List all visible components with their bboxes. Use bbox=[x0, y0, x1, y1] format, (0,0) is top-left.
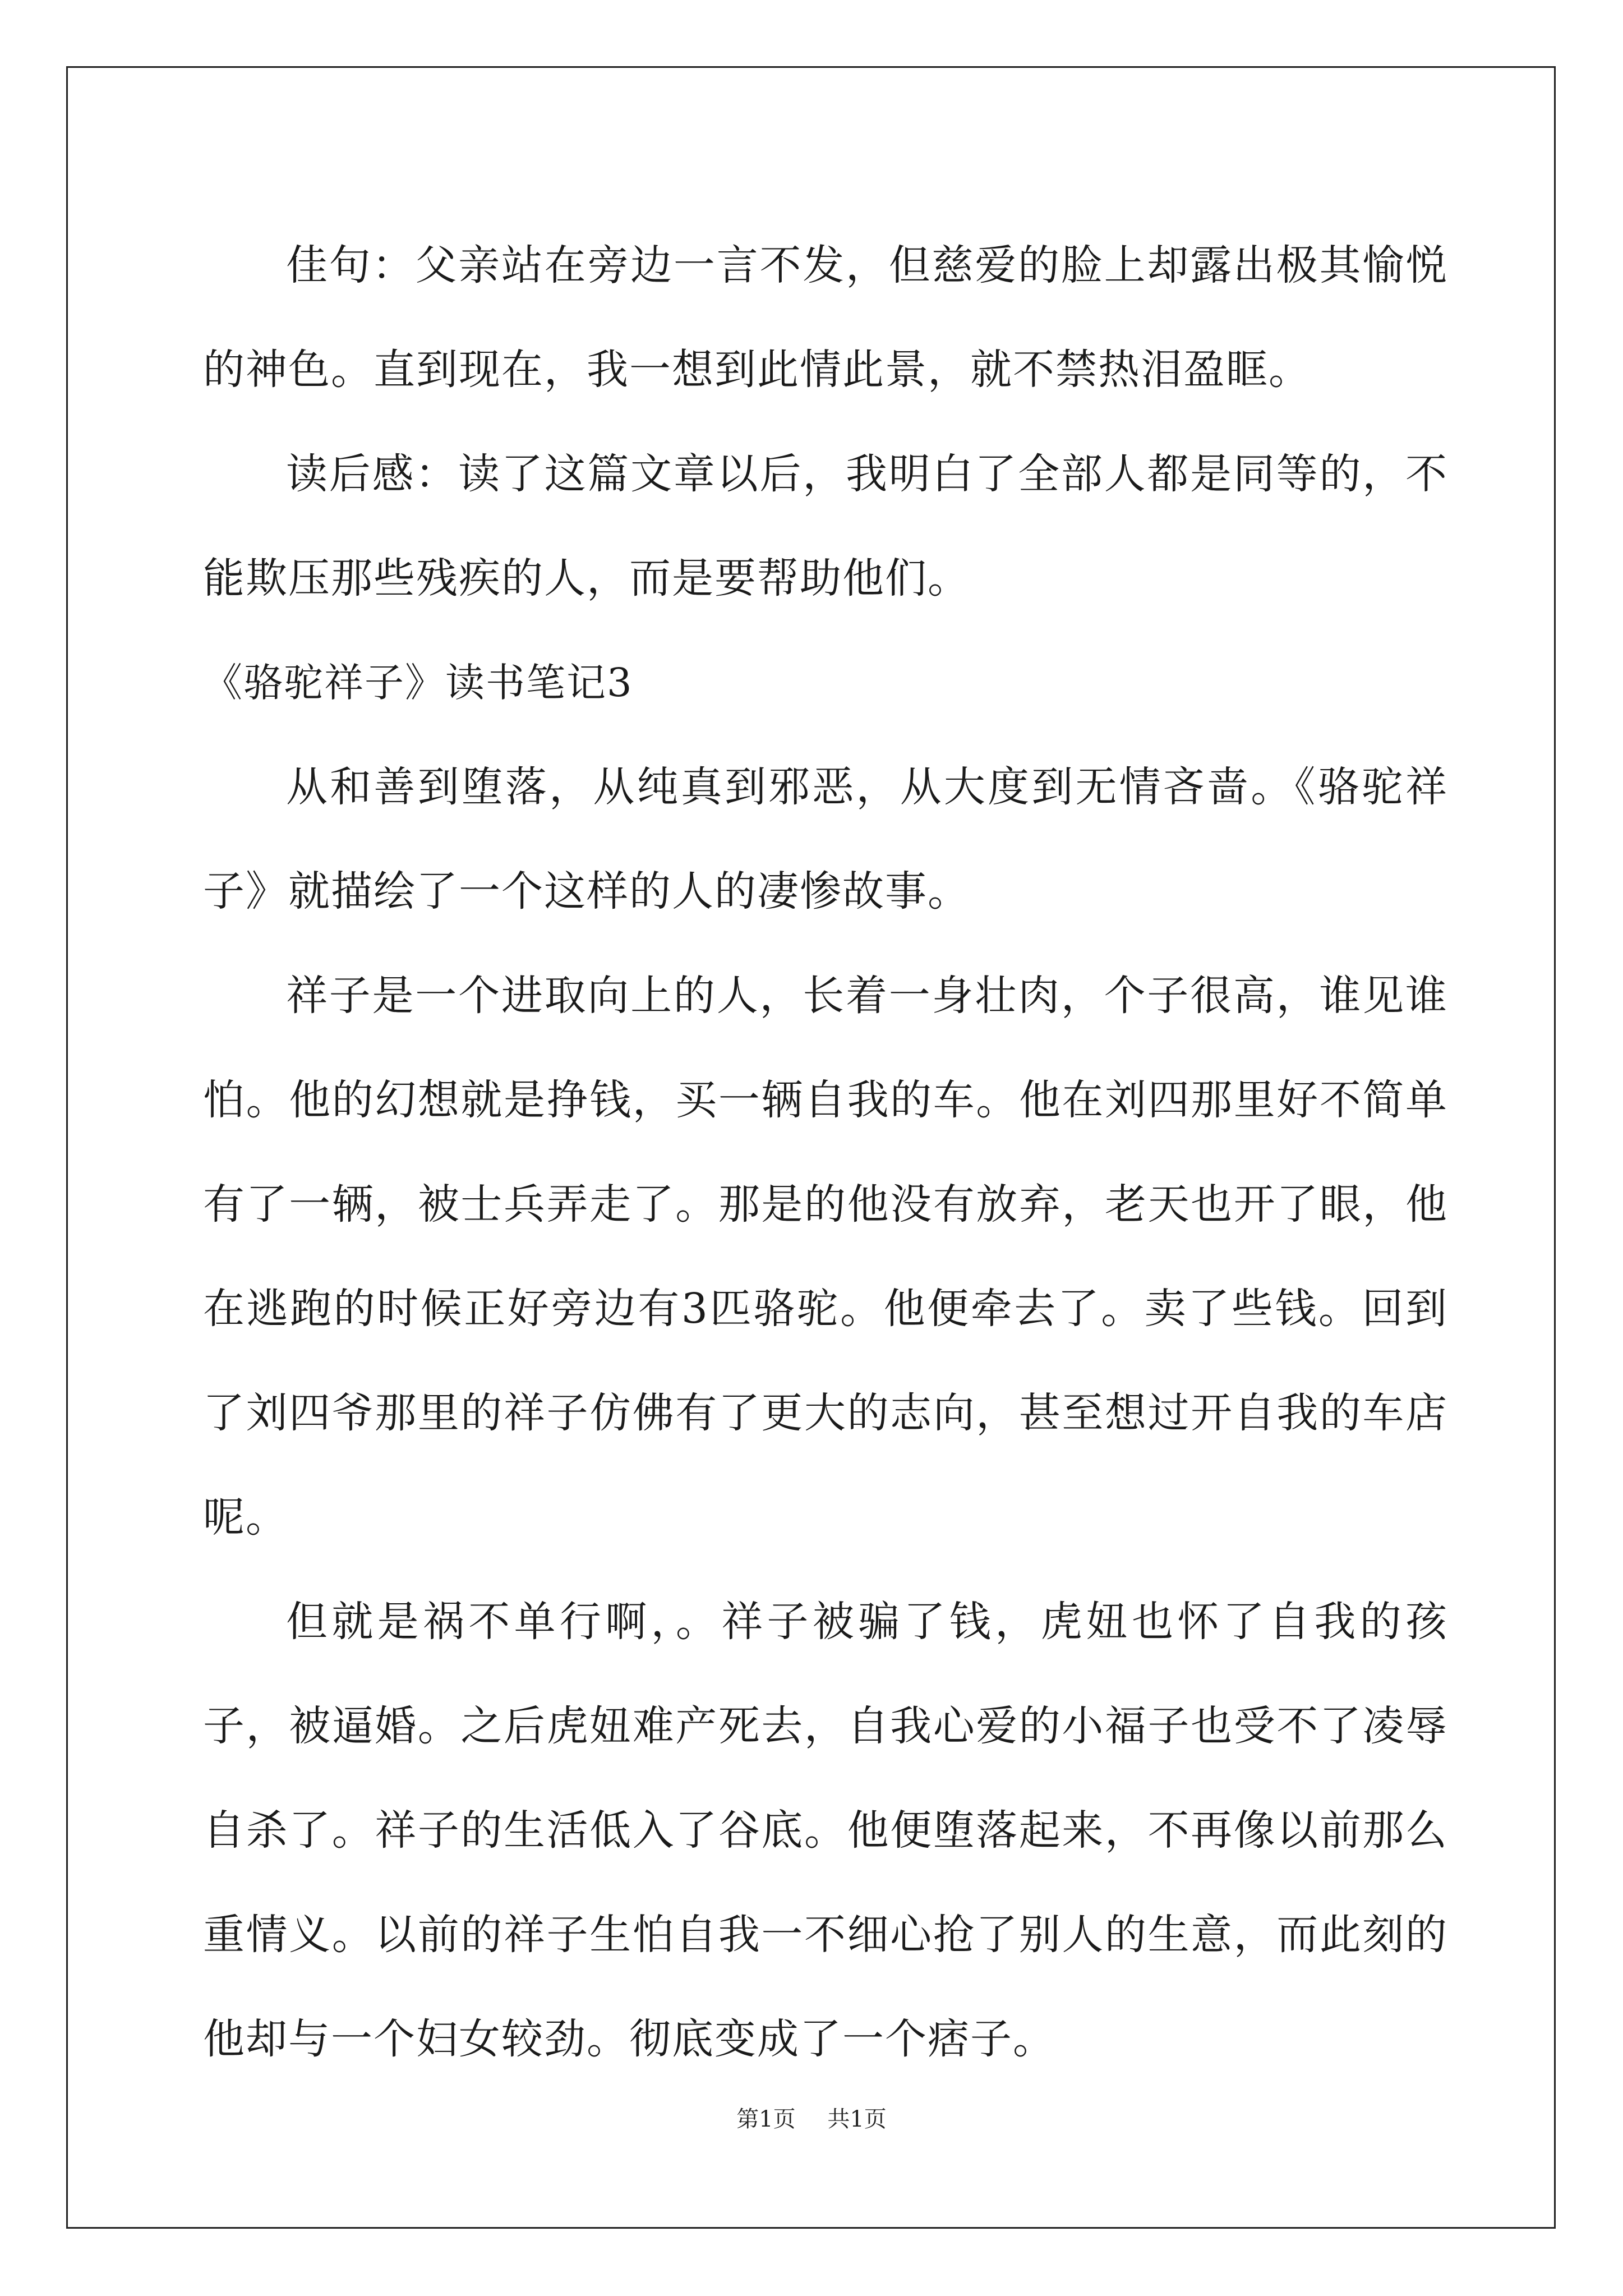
document-body bbox=[203, 213, 1448, 2091]
page-footer bbox=[0, 2104, 1623, 2135]
paragraph-quote: 佳句：父亲站在旁边一言不发，但慈爱的脸上却露出极其愉悦的神色。直到现在，我一想到此情此景，就不禁热泪盈眶。 bbox=[203, 241, 1448, 394]
section-heading: 《骆驼祥子》读书笔记3 bbox=[203, 660, 633, 706]
paragraph-downfall: 但就是祸不单行啊，。祥子被骗了钱，虎妞也怀了自我的孩子，被逼婚。之后虎妞难产死去，自我心爱的小福子也受不了凌辱自杀了。祥子的生活低入了谷底。他便堕落起来，不再像以前那么重情义。以前的祥子生怕自我一不细心抢了别人的生意，而此刻的他却与一个妇女较劲。彻底变成了一个痞子。 bbox=[203, 1598, 1448, 2063]
paragraph-reflection: 读后感：读了这篇文章以后，我明白了全部人都是同等的，不能欺压那些残疾的人，而是要帮助他们。 bbox=[203, 450, 1448, 602]
page-number: 第1页 bbox=[736, 2106, 796, 2132]
page-total: 共1页 bbox=[827, 2106, 887, 2132]
paragraph-story: 祥子是一个进取向上的人，长着一身壮肉，个子很高，谁见谁怕。他的幻想就是挣钱，买一辆自我的车。他在刘四那里好不简单有了一辆，被士兵弄走了。那是的他没有放弃，老天也开了眼，他在逃跑的时候正好旁边有3匹骆驼。他便牵去了。卖了些钱。回到了刘四爷那里的祥子仿佛有了更大的志向，甚至想过开自我的车店呢。 bbox=[203, 972, 1448, 1542]
paragraph-intro: 从和善到堕落，从纯真到邪恶，从大度到无情吝啬。《骆驼祥子》就描绘了一个这样的人的凄惨故事。 bbox=[203, 763, 1448, 915]
